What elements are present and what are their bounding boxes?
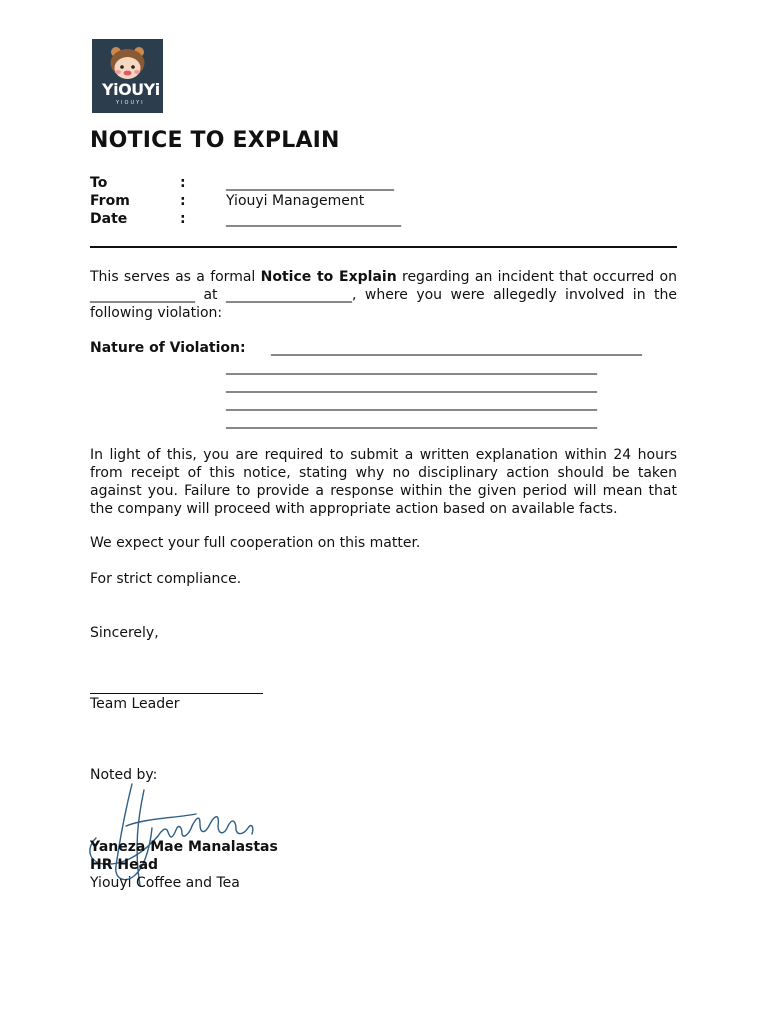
cooperation-text: We expect your full cooperation on this matter. bbox=[90, 535, 421, 551]
violation-line: _____________________________________________________ bbox=[271, 340, 642, 356]
from-value: Yiouyi Management bbox=[226, 193, 365, 209]
intro-text-1: This serves as a formal bbox=[90, 269, 261, 285]
from-separator: : bbox=[180, 193, 186, 209]
closing-text: Sincerely, bbox=[90, 625, 159, 641]
compliance-text: For strict compliance. bbox=[90, 571, 242, 587]
explanation-paragraph: In light of this, you are required to submit a written explanation within 24 hours from receipt of this notice, stating why no disciplinary action should be taken against you. Failure to provide a response within the given period will mean that the company will proceed with appropriate action based on available facts. bbox=[90, 447, 677, 517]
violation-label: Nature of Violation: bbox=[90, 340, 246, 356]
to-separator: : bbox=[180, 175, 186, 191]
to-value: ________________________ bbox=[226, 175, 394, 191]
date-value: _________________________ bbox=[226, 211, 401, 227]
intro-paragraph bbox=[90, 268, 677, 322]
logo-subtext: YIOUYI bbox=[116, 100, 145, 106]
hr-position: HR Head bbox=[90, 857, 159, 873]
company-logo bbox=[92, 39, 163, 113]
violation-line: _____________________________________________________ bbox=[226, 395, 597, 411]
signature-line bbox=[90, 693, 263, 694]
document-title: NOTICE TO EXPLAIN bbox=[90, 128, 340, 153]
hr-name: Yaneza Mae Manalastas bbox=[90, 839, 278, 855]
header-divider bbox=[90, 246, 677, 248]
logo-wordmark: YiOUYi bbox=[102, 80, 160, 99]
intro-emphasis: Notice to Explain bbox=[260, 269, 397, 285]
date-separator: : bbox=[180, 211, 186, 227]
violation-line: _____________________________________________________ bbox=[226, 359, 597, 375]
from-label: From bbox=[90, 193, 130, 209]
intro-text-2: regarding an incident that occurred on _______________ at __________________, where you were allegedly involved in the following violation: bbox=[90, 269, 677, 321]
to-label: To bbox=[90, 175, 108, 191]
company-name: Yiouyi Coffee and Tea bbox=[90, 875, 240, 891]
violation-line: _____________________________________________________ bbox=[226, 413, 597, 429]
violation-line: _____________________________________________________ bbox=[226, 377, 597, 393]
date-label: Date bbox=[90, 211, 128, 227]
noted-by-label: Noted by: bbox=[90, 767, 158, 783]
team-leader-label: Team Leader bbox=[90, 696, 180, 712]
